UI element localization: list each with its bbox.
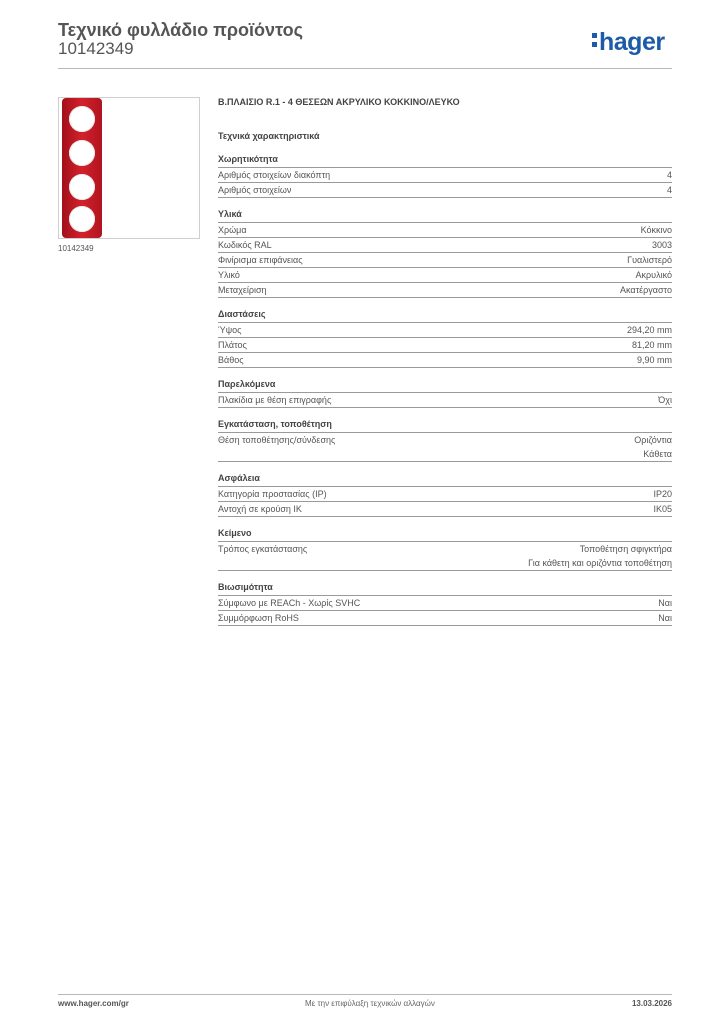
spec-value: [637, 353, 672, 367]
spec-row: [218, 611, 672, 626]
spec-row: [218, 268, 672, 283]
tech-specs-heading: Τεχνικά χαρακτηριστικά: [218, 131, 320, 141]
spec-value: [653, 502, 672, 516]
spec-value-line: IP20: [653, 489, 672, 499]
spec-value-line: Ακρυλικό: [635, 270, 672, 280]
spec-value: [667, 183, 672, 197]
section-title: Διαστάσεις: [218, 309, 672, 323]
spec-value: [636, 268, 672, 282]
spec-value-line: 81,20 mm: [631, 340, 672, 350]
spec-section: [218, 309, 672, 368]
spec-value: [658, 393, 672, 407]
red-frame-picture: [62, 98, 102, 238]
spec-section: [218, 473, 672, 517]
spec-value-line: 294,20 mm: [626, 325, 672, 335]
footer-divider: [58, 994, 672, 995]
spec-label: Συμμόρφωση RoHS: [218, 613, 299, 623]
section-title: Βιωσιμότητα: [218, 582, 672, 596]
spec-row: [218, 238, 672, 253]
spec-label: Θέση τοποθέτησης/σύνδεσης: [218, 435, 336, 445]
spec-row: [218, 338, 672, 353]
spec-section: [218, 209, 672, 298]
header-divider: [58, 68, 672, 69]
logo-text: hager: [599, 28, 665, 56]
spec-row: [218, 393, 672, 408]
spec-row: [218, 353, 672, 368]
spec-value: [652, 238, 672, 252]
section-title: Υλικά: [218, 209, 672, 223]
spec-value: [658, 611, 672, 625]
spec-row: [218, 168, 672, 183]
spec-value-line: 9,90 mm: [636, 355, 672, 365]
spec-value: [528, 542, 672, 570]
spec-value-line: Κάθετα: [643, 449, 672, 459]
spec-label: Φινίρισμα επιφάνειας: [218, 255, 303, 265]
spec-label: Αντοχή σε κρούση IK: [218, 504, 302, 514]
frame-opening: [69, 106, 95, 132]
section-title: Χωρητικότητα: [218, 154, 672, 168]
spec-section: [218, 582, 672, 626]
spec-row: [218, 223, 672, 238]
footer-notice: Με την επιφύλαξη τεχνικών αλλαγών: [305, 999, 435, 1008]
spec-value-line: IK05: [653, 504, 672, 514]
product-name: Β.ΠΛΑΙΣΙΟ R.1 - 4 ΘΕΣΕΩΝ ΑΚΡΥΛΙΚΟ ΚΟΚΚΙΝΟ/ΛΕΥΚΟ: [218, 97, 460, 107]
spec-value-line: Ναι: [658, 598, 672, 608]
spec-label: Κατηγορία προστασίας (IP): [218, 489, 327, 499]
spec-value: [653, 487, 672, 501]
spec-value-line: Για κάθετη και οριζόντια τοποθέτηση: [528, 558, 672, 568]
frame-opening: [69, 206, 95, 232]
spec-row: [218, 487, 672, 502]
spec-row: [218, 253, 672, 268]
spec-row: [218, 596, 672, 611]
footer-date: 13.03.2026: [631, 999, 672, 1008]
spec-label: Πλάτος: [218, 340, 247, 350]
frame-opening: [69, 174, 95, 200]
section-title: Εγκατάσταση, τοποθέτηση: [218, 419, 672, 433]
spec-value-line: Ναι: [658, 613, 672, 623]
section-title: Ασφάλεια: [218, 473, 672, 487]
spec-value: [632, 338, 672, 352]
spec-value-line: 4: [666, 185, 672, 195]
spec-label: Τρόπος εγκατάστασης: [218, 544, 308, 554]
spec-row: [218, 542, 672, 571]
spec-label: Σύμφωνο με REACh - Χωρίς SVHC: [218, 598, 361, 608]
page-title: Τεχνικό φυλλάδιο προϊόντος: [58, 20, 303, 40]
spec-label: Αριθμός στοιχείων διακόπτη: [218, 170, 331, 180]
spec-value: [634, 433, 672, 461]
product-code: 10142349: [58, 39, 134, 58]
spec-value-line: 3003: [651, 240, 672, 250]
spec-value: [667, 168, 672, 182]
spec-value: [620, 283, 672, 297]
section-title: Κείμενο: [218, 528, 672, 542]
spec-value-line: Οριζόντια: [634, 435, 672, 445]
spec-value-line: Όχι: [658, 395, 672, 405]
spec-label: Ύψος: [218, 325, 242, 335]
spec-section: [218, 528, 672, 571]
frame-opening: [69, 140, 95, 166]
footer-website: www.hager.com/gr: [58, 999, 129, 1008]
spec-value: [658, 596, 672, 610]
image-caption: 10142349: [58, 244, 94, 253]
spec-content: [218, 96, 672, 637]
spec-row: [218, 283, 672, 298]
spec-row: [218, 183, 672, 198]
spec-section: [218, 154, 672, 198]
spec-sections: [218, 154, 672, 626]
spec-label: Πλακίδια με θέση επιγραφής: [218, 395, 332, 405]
section-title: Παρελκόμενα: [218, 379, 672, 393]
spec-label: Υλικό: [218, 270, 240, 280]
logo-colon-icon: [592, 33, 597, 51]
spec-value-line: Κόκκινο: [640, 225, 672, 235]
spec-label: Κωδικός RAL: [218, 240, 272, 250]
spec-section: [218, 379, 672, 408]
hager-logo: [592, 28, 665, 56]
spec-value-line: 4: [666, 170, 672, 180]
spec-label: Μεταχείριση: [218, 285, 267, 295]
spec-value: [627, 253, 672, 267]
spec-value-line: Ακατέργαστο: [620, 285, 672, 295]
spec-label: Βάθος: [218, 355, 244, 365]
spec-value-line: Γυαλιστερό: [627, 255, 672, 265]
spec-row: [218, 323, 672, 338]
spec-row: [218, 433, 672, 462]
spec-section: [218, 419, 672, 462]
spec-row: [218, 502, 672, 517]
product-image: [58, 97, 200, 239]
spec-label: Αριθμός στοιχείων: [218, 185, 292, 195]
spec-value: [627, 323, 672, 337]
spec-label: Χρώμα: [218, 225, 247, 235]
spec-value: [641, 223, 672, 237]
spec-value-line: Τοποθέτηση σφιγκτήρα: [579, 544, 672, 554]
